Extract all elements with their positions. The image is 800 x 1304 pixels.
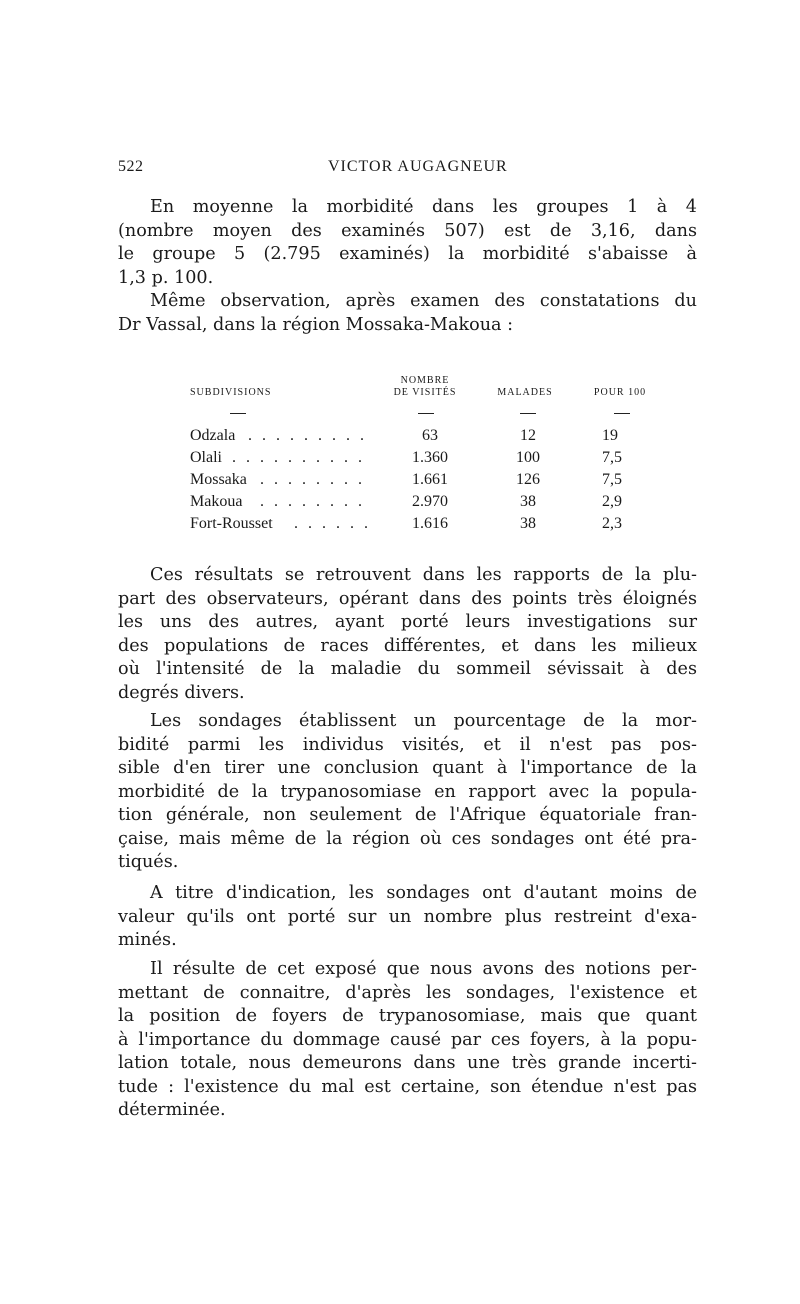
text-line: tiqués.: [118, 852, 179, 872]
column-header-visites: [385, 375, 465, 399]
cell-pour100: 7,5: [602, 471, 622, 488]
cell-malades: 126: [516, 471, 540, 488]
cell-malades: 12: [520, 427, 536, 444]
header-rule: [230, 413, 246, 414]
cell-malades: 100: [516, 449, 540, 466]
header-rule: [418, 413, 434, 414]
text-line: degrés divers.: [118, 682, 245, 703]
text-line: bidité parmi les individus visités, et il n'est pas pos-: [118, 734, 697, 755]
text-line: les uns des autres, ayant porté leurs investigations sur: [118, 612, 697, 632]
header-rule: [614, 413, 630, 414]
column-header-visites-line1: NOMBRE: [400, 375, 450, 386]
cell-malades: 38: [520, 515, 536, 532]
cell-malades: 38: [520, 493, 536, 510]
text-line: tude : l'existence du mal est certaine, son étendue n'est pas: [118, 1076, 697, 1097]
text-line: à l'importance du dommage causé par ces foyers, à la popu-: [118, 1029, 697, 1050]
cell-visites: 1.661: [412, 471, 448, 488]
cell-visites: 2.970: [412, 493, 448, 510]
cell-visites: 1.360: [412, 449, 448, 466]
paragraph-morbidity-groups: [118, 196, 697, 290]
table-row: [190, 427, 660, 449]
leader-dots: . . . . . .: [294, 515, 371, 532]
text-line: Ces résultats se retrouvent dans les rapports de la plu-: [150, 565, 697, 585]
page-number: 522: [118, 158, 144, 175]
text-line: valeur qu'ils ont porté sur un nombre plus restreint d'exa-: [118, 906, 697, 927]
table-row: [190, 493, 660, 515]
row-name: Mossaka: [190, 471, 247, 488]
text-line: Les sondages établissent un pourcentage de la mor-: [150, 711, 697, 731]
text-line: 1,3 p. 100.: [118, 267, 214, 288]
cell-pour100: 7,5: [602, 449, 622, 466]
header-rule: [520, 413, 536, 414]
cell-pour100: 2,9: [602, 493, 622, 510]
cell-visites: 63: [422, 427, 438, 444]
column-header-malades: MALADES: [497, 387, 553, 398]
running-header: [118, 158, 698, 178]
leader-dots: . . . . . . . . . .: [232, 449, 365, 466]
leader-dots: . . . . . . . .: [260, 493, 365, 510]
table-row: [190, 515, 660, 537]
text-line: En moyenne la morbidité dans les groupes 1 à 4: [150, 197, 697, 217]
column-header-subdivisions: SUBDIVISIONS: [190, 387, 272, 398]
row-name: Olali: [190, 449, 222, 466]
text-line: lation totale, nous demeurons dans une très grande incerti-: [118, 1053, 697, 1073]
leader-dots: . . . . . . . .: [260, 471, 365, 488]
row-name: Makoua: [190, 493, 243, 510]
text-line: tion générale, non seulement de l'Afrique équatoriale fran-: [118, 805, 697, 825]
text-line: sible d'en tirer une conclusion quant à l'importance de la: [118, 758, 697, 778]
column-header-visites-line2: DE VISITÉS: [393, 387, 457, 398]
text-line: (nombre moyen des examinés 507) est de 3,16, dans: [118, 220, 697, 241]
text-line: morbidité de la trypanosomiase en rapport avec la popula-: [118, 781, 697, 802]
text-line: le groupe 5 (2.795 examinés) la morbidité s'abaisse à: [118, 244, 697, 264]
table-row: [190, 471, 660, 493]
text-line: Même observation, après examen des constatations du: [150, 291, 697, 311]
text-line: des populations de races différentes, et dans les milieux: [118, 635, 697, 656]
table-row: [190, 449, 660, 471]
row-name: Fort-Rousset: [190, 515, 273, 532]
text-line: part des observateurs, opérant dans des points très éloignés: [118, 588, 697, 609]
paragraph-sondages: [118, 710, 697, 875]
leader-dots: . . . . . . . . .: [248, 427, 367, 444]
paragraph-conclusion: [118, 958, 697, 1123]
column-header-pour100: POUR 100: [593, 387, 647, 398]
paragraph-results: [118, 564, 697, 705]
text-line: Il résulte de cet exposé que nous avons des notions per-: [150, 959, 697, 979]
text-line: la position de foyers de trypanosomiase, mais que quant: [118, 1006, 697, 1026]
text-line: déterminée.: [118, 1100, 226, 1120]
text-line: mettant de connaitre, d'après les sondages, l'existence et: [118, 982, 697, 1003]
text-line: A titre d'indication, les sondages ont d'autant moins de: [150, 883, 697, 903]
cell-visites: 1.616: [412, 515, 448, 532]
text-line: où l'intensité de la maladie du sommeil sévissait à des: [118, 659, 697, 679]
text-line: minés.: [118, 930, 177, 950]
text-line: çaise, mais même de la région où ces sondages ont été pra-: [118, 828, 697, 849]
text-line: Dr Vassal, dans la région Mossaka-Makoua :: [118, 314, 514, 335]
cell-pour100: 2,3: [602, 515, 622, 532]
cell-pour100: 19: [602, 427, 618, 444]
running-title: VICTOR AUGAGNEUR: [328, 158, 508, 175]
paragraph-indication: [118, 882, 697, 953]
row-name: Odzala: [190, 427, 236, 444]
paragraph-vassal-observation: [118, 290, 697, 337]
